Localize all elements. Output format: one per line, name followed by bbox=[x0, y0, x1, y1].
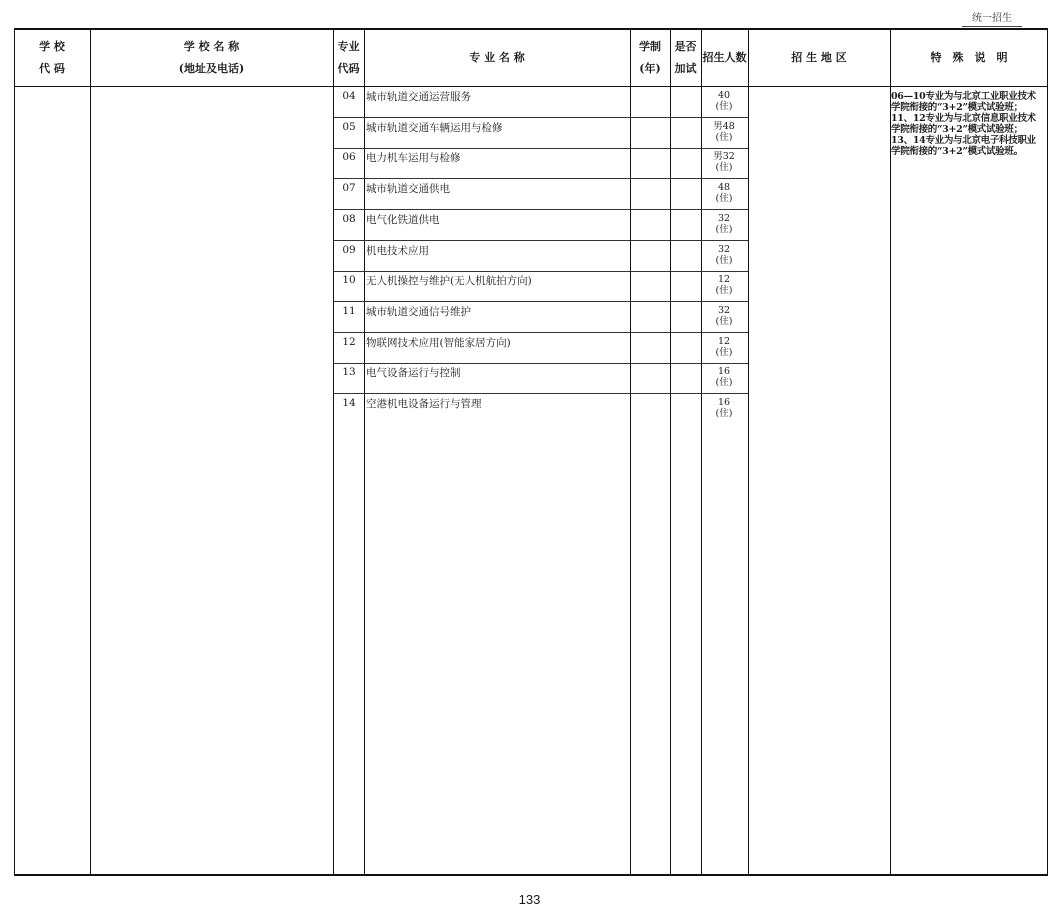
major-code: 06 bbox=[342, 151, 356, 164]
column-divider bbox=[748, 28, 749, 876]
header-duration: 学制 (年) bbox=[639, 40, 661, 75]
lodging-mark: (住) bbox=[715, 377, 733, 389]
major-name: 城市轨道交通供电 bbox=[366, 183, 450, 196]
category-label: 统一招生 bbox=[972, 13, 1012, 24]
major-name: 电气设备运行与控制 bbox=[366, 367, 461, 380]
major-code: 12 bbox=[342, 335, 356, 348]
lodging-mark: (住) bbox=[715, 408, 733, 419]
major-code: 10 bbox=[342, 274, 356, 287]
table-row bbox=[334, 301, 748, 333]
lodging-mark: (住) bbox=[715, 254, 733, 266]
major-name: 电力机车运用与检修 bbox=[366, 152, 461, 165]
enrollment-table bbox=[14, 28, 1048, 876]
enrollment-number: 男48 bbox=[713, 120, 735, 132]
major-name: 城市轨道交通信号维护 bbox=[366, 305, 471, 318]
enrollment-number: 32 bbox=[717, 212, 731, 224]
table-right-rule bbox=[1047, 28, 1048, 876]
major-code: 05 bbox=[342, 120, 356, 133]
major-code: 13 bbox=[342, 366, 356, 379]
table-row bbox=[334, 240, 748, 272]
enrollment-count bbox=[701, 90, 747, 112]
table-row bbox=[334, 86, 748, 118]
enrollment-number: 32 bbox=[717, 304, 731, 316]
major-name: 物联网技术应用(智能家居方向) bbox=[366, 336, 511, 349]
enrollment-number: 32 bbox=[717, 243, 731, 255]
major-code: 04 bbox=[342, 90, 356, 102]
enrollment-number: 48 bbox=[717, 182, 731, 194]
enrollment-number: 12 bbox=[717, 274, 731, 286]
table-row bbox=[334, 270, 748, 302]
major-name: 城市轨道交通车辆运用与检修 bbox=[366, 121, 503, 134]
header-region: 招 生 地 区 bbox=[791, 51, 847, 64]
header-school-code: 学 校 代 码 bbox=[39, 40, 65, 75]
page-number: 133 bbox=[518, 892, 541, 907]
table-left-rule bbox=[14, 28, 15, 876]
column-divider bbox=[90, 28, 91, 876]
table-row bbox=[334, 209, 748, 241]
lodging-mark: (住) bbox=[715, 162, 733, 174]
enrollment-count bbox=[701, 121, 747, 143]
table-row bbox=[334, 332, 748, 364]
major-name: 空港机电设备运行与管理 bbox=[366, 398, 482, 410]
special-note: 06—10专业为与北京工业职业技术学院衔接的“3+2”模式试验班；11、12专业为与北京信息职业技术学院衔接的“3+2”模式试验班；13、14专业为与北京电子科技职业学院衔接的“3+2”模式试验班。 bbox=[891, 91, 1036, 157]
table-row bbox=[334, 178, 748, 210]
header-school-name: 学 校 名 称 (地址及电话) bbox=[178, 40, 245, 75]
table-row bbox=[334, 362, 748, 394]
enrollment-count bbox=[701, 366, 747, 388]
major-code: 07 bbox=[342, 182, 356, 195]
enrollment-count bbox=[701, 151, 747, 173]
lodging-mark: (住) bbox=[715, 131, 733, 143]
major-name: 电气化铁道供电 bbox=[366, 213, 440, 226]
lodging-mark: (住) bbox=[715, 285, 733, 297]
enrollment-count bbox=[701, 305, 747, 327]
header-major-name: 专 业 名 称 bbox=[469, 51, 525, 64]
lodging-mark: (住) bbox=[715, 101, 733, 112]
major-name: 城市轨道交通运营服务 bbox=[366, 91, 471, 103]
major-name: 机电技术应用 bbox=[366, 244, 429, 257]
category-underline bbox=[962, 26, 1022, 27]
enrollment-number: 16 bbox=[717, 366, 731, 378]
header-enrollment: 招生人数 bbox=[702, 51, 747, 64]
major-code: 08 bbox=[342, 212, 356, 225]
enrollment-count bbox=[701, 213, 747, 235]
table-row bbox=[334, 393, 748, 424]
enrollment-number: 16 bbox=[717, 397, 731, 408]
enrollment-number: 男32 bbox=[713, 151, 735, 163]
enrollment-count bbox=[701, 274, 747, 296]
enrollment-number: 40 bbox=[717, 90, 731, 101]
table-row bbox=[334, 117, 748, 149]
lodging-mark: (住) bbox=[715, 193, 733, 205]
major-code: 09 bbox=[342, 243, 356, 256]
lodging-mark: (住) bbox=[715, 346, 733, 358]
major-name: 无人机操控与维护(无人机航拍方向) bbox=[366, 275, 532, 288]
enrollment-count bbox=[701, 182, 747, 204]
major-code: 14 bbox=[342, 397, 356, 409]
enrollment-count bbox=[701, 336, 747, 358]
table-row bbox=[334, 147, 748, 179]
enrollment-number: 12 bbox=[717, 335, 731, 347]
enrollment-count bbox=[701, 244, 747, 266]
table-bottom-rule bbox=[14, 874, 1048, 876]
header-notes: 特 殊 说 明 bbox=[930, 51, 1008, 64]
lodging-mark: (住) bbox=[715, 315, 733, 327]
header-extra-exam: 是否 加试 bbox=[674, 40, 697, 75]
enrollment-count bbox=[701, 397, 747, 419]
major-code: 11 bbox=[342, 304, 356, 317]
header-major-code: 专业 代码 bbox=[337, 40, 360, 75]
lodging-mark: (住) bbox=[715, 223, 733, 235]
